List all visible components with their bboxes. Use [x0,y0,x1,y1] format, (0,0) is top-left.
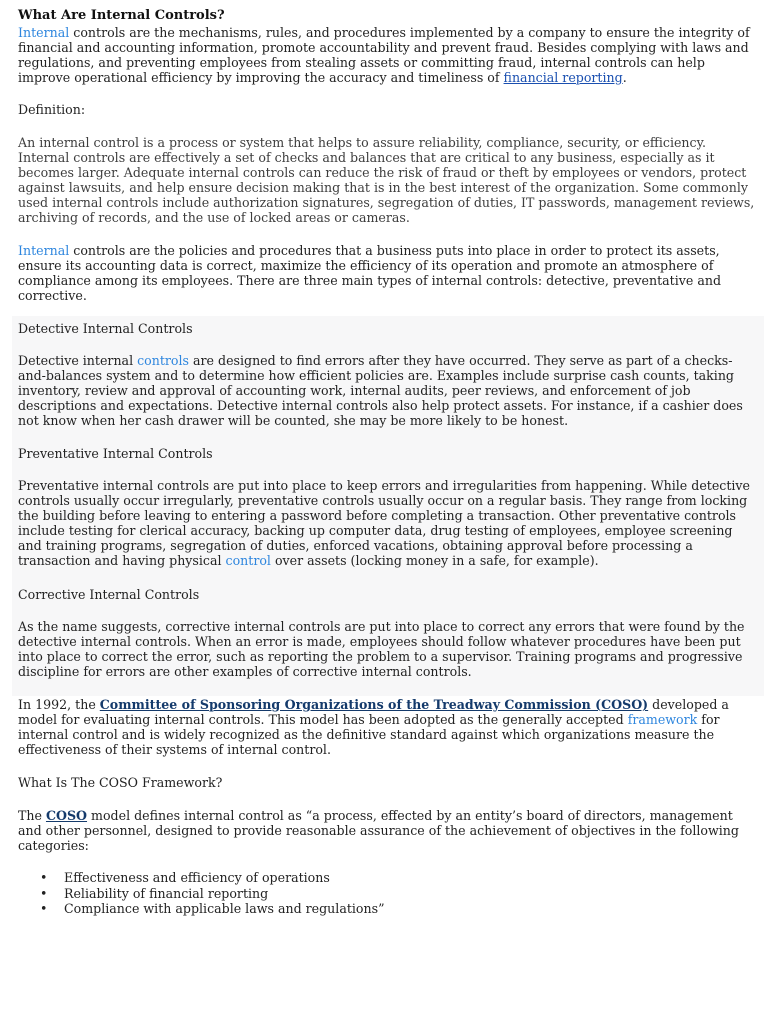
bullet-icon: • [40,885,48,901]
detective-heading: Detective Internal Controls [18,321,193,336]
coso-paragraph: In 1992, the Committee of Sponsoring Organizations of the Treadway Commission (COSO) developed a model for evaluating internal controls. This model has been adopted as the generally accepted framework for internal control and is widely recognized as the definitive standard against which organizations measure the effectiveness of their systems of internal control. [18,697,729,757]
list-item: • Reliability of financial reporting [40,885,269,901]
definition-heading: Definition: [18,102,86,117]
internal-link-2[interactable]: Internal [18,243,70,258]
bullet-icon: • [40,901,48,916]
list-item: • Effectiveness and efficiency of operations [40,870,330,885]
coso-definition-paragraph: The COSO model defines internal control as “a process, effected by an entity’s board of directors, management and other personnel, designed to provide reasonable assurance of the achievement of objectives in the following categories: [18,808,739,853]
internal-link[interactable]: Internal [18,25,70,40]
control-link[interactable]: control [225,553,271,568]
coso-framework-heading: What Is The COSO Framework? [18,775,223,790]
coso-link[interactable]: COSO [45,808,88,823]
definition-paragraph: An internal control is a process or system that helps to assure reliability, compliance, security, or efficiency. Internal controls are effectively a set of checks and balances that are critical to any business, especially as it becomes larger. Adequate internal controls can reduce the risk of fraud or theft by employees or vendors, protect against lawsuits, and help ensure decision making that is in the best interest of the organization. Some commonly used internal controls include authorization signatures, segregation of duties, IT passwords, management reviews, archiving of records, and the use of locked areas or cameras. [18,135,755,225]
financial-reporting-link[interactable]: financial reporting [503,70,623,85]
list-item: • Compliance with applicable laws and regulations” [40,901,385,916]
framework-link[interactable]: framework [627,712,698,727]
coso-categories-list [18,870,760,917]
coso-committee-link[interactable]: Committee of Sponsoring Organizations of the Treadway Commission (COSO) [99,697,649,712]
intro-paragraph: Internal controls are the mechanisms, rules, and procedures implemented by a company to ensure the integrity of financial and accounting information, promote accountability and prevent fraud. Besides complying with laws and regulations, and preventing employees from stealing assets or committing fraud, internal controls can help improve operational efficiency by improving the accuracy and timeliness of financial reporting. [18,25,750,85]
types-paragraph: Internal controls are the policies and procedures that a business puts into place in order to protect its assets, ensure its accounting data is correct, maximize the efficiency of its operation and promote an atmosphere of compliance among its employees. There are three main types of internal controls: detective, preventative and corrective. [18,243,721,303]
corrective-heading: Corrective Internal Controls [18,587,200,602]
detective-paragraph: Detective internal controls are designed to find errors after they have occurred. They serve as part of a checks-and-balances system and to determine how efficient policies are. Examples include surprise cash counts, taking inventory, review and approval of accounting work, internal audits, peer reviews, and enforcement of job descriptions and expectations. Detective internal controls also help protect assets. For instance, if a cashier does not know when her cash drawer will be counted, she may be more likely to be honest. [18,353,743,428]
corrective-paragraph: As the name suggests, corrective internal controls are put into place to correct any errors that were found by the detective internal controls. When an error is made, employees should follow whatever procedures have been put into place to correct the error, such as reporting the problem to a supervisor. Training programs and progressive discipline for errors are other examples of corrective internal controls. [18,619,745,679]
page-title: What Are Internal Controls? [18,8,225,23]
controls-link[interactable]: controls [137,353,190,368]
preventative-heading: Preventative Internal Controls [18,446,213,461]
preventative-paragraph: Preventative internal controls are put into place to keep errors and irregularities from happening. While detective controls usually occur irregularly, preventative controls usually occur on a regular basis. They range from locking the building before leaving to entering a password before completing a transaction. Other preventative controls include testing for clerical accuracy, backing up computer data, drug testing of employees, employee screening and training programs, segregation of duties, enforced vacations, obtaining approval before processing a transaction and having physical control over assets (locking money in a safe, for example). [18,478,750,568]
bullet-icon: • [40,870,48,885]
